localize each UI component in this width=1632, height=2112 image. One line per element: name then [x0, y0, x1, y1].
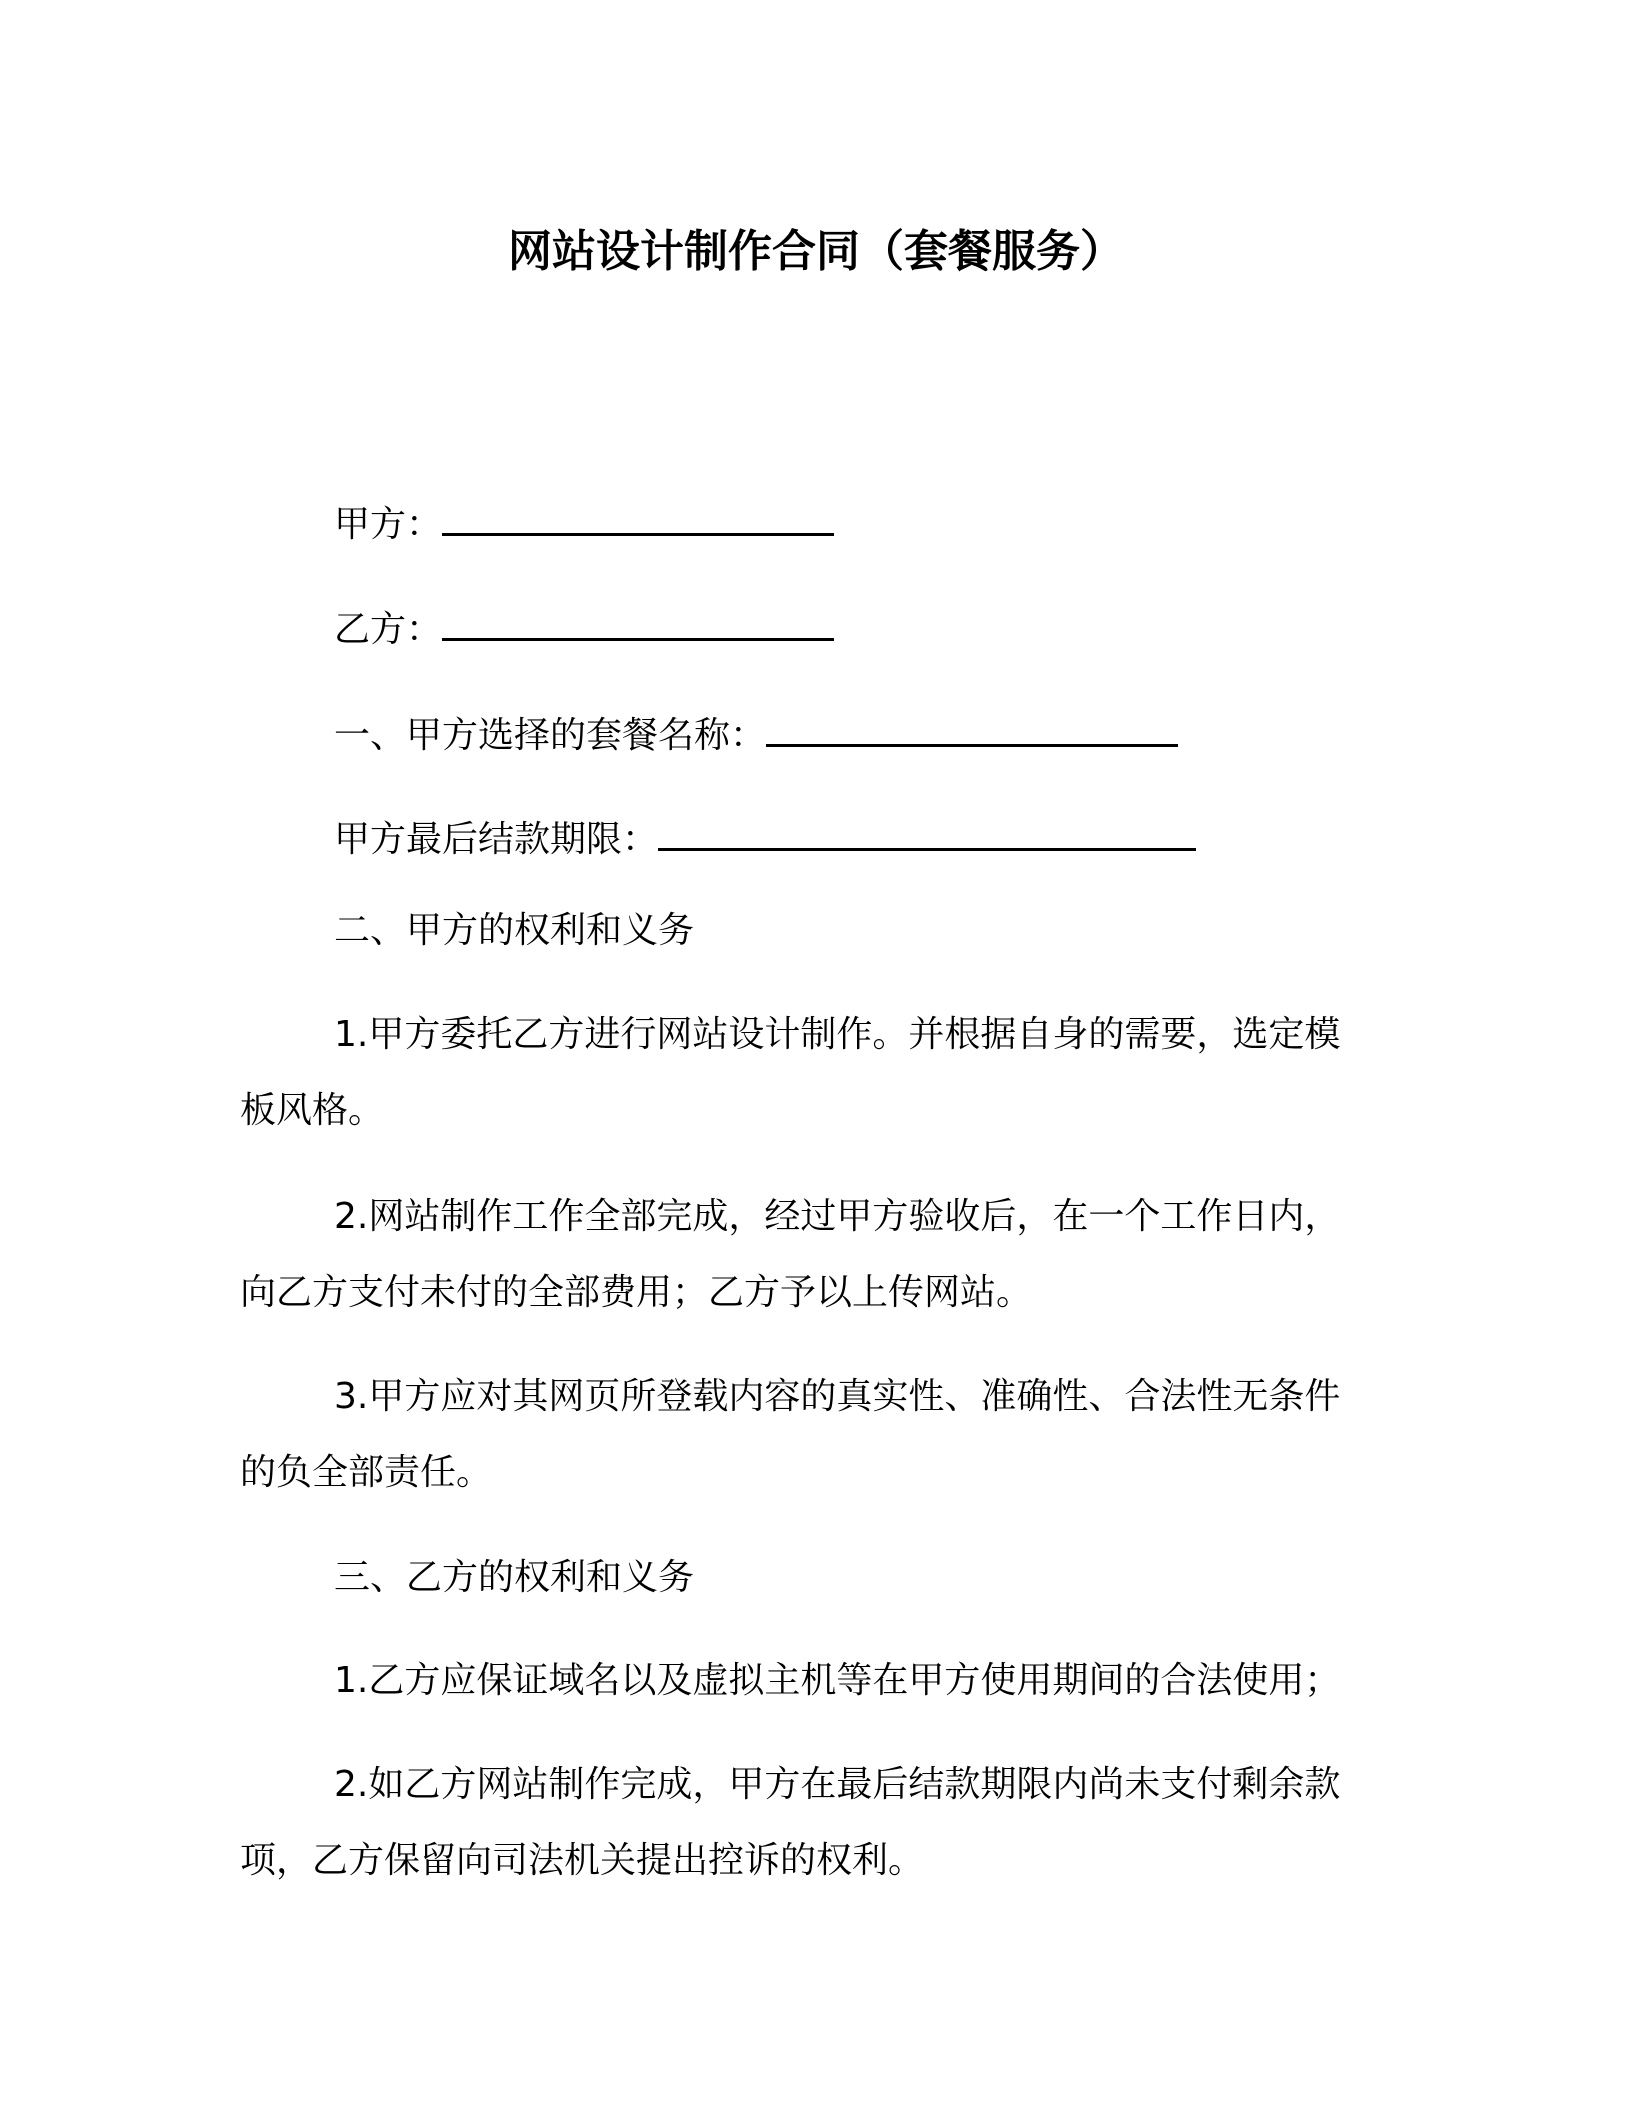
party-b-blank — [442, 602, 834, 641]
s3-item2-line2: 项，乙方保留向司法机关提出控诉的权利。 — [240, 1840, 925, 1881]
section3-heading: 三、乙方的权利和义务 — [334, 1557, 695, 1598]
s3-item2-line1: 2.如乙方网站制作完成，甲方在最后结款期限内尚未支付剩余款 — [334, 1764, 1341, 1805]
s2-item1-line1: 1.甲方委托乙方进行网站设计制作。并根据自身的需要，选定模 — [334, 1014, 1341, 1055]
s3-item1-line1: 1.乙方应保证域名以及虚拟主机等在甲方使用期间的合法使用； — [334, 1660, 1341, 1701]
section2-heading: 二、甲方的权利和义务 — [334, 910, 695, 951]
party-a-blank — [442, 497, 834, 536]
party-a-label: 甲方： — [334, 504, 443, 545]
payment-deadline-blank — [658, 812, 1196, 851]
payment-deadline-label: 甲方最后结款期限： — [334, 819, 659, 860]
package-name-line — [334, 708, 1178, 761]
document-title: 网站设计制作合同（套餐服务） — [508, 226, 1124, 277]
payment-deadline-line — [334, 812, 1196, 865]
party-b-line — [334, 602, 834, 655]
s2-item3-line2: 的负全部责任。 — [240, 1452, 493, 1493]
s2-item2-line1: 2.网站制作工作全部完成，经过甲方验收后，在一个工作日内， — [334, 1196, 1341, 1237]
s2-item2-line2: 向乙方支付未付的全部费用；乙方予以上传网站。 — [240, 1272, 1033, 1313]
party-b-label: 乙方： — [334, 609, 443, 650]
s2-item1-line2: 板风格。 — [240, 1090, 385, 1131]
package-name-blank — [766, 708, 1178, 747]
package-name-label: 一、甲方选择的套餐名称： — [334, 715, 767, 756]
s2-item3-line1: 3.甲方应对其网页所登载内容的真实性、准确性、合法性无条件 — [334, 1376, 1341, 1417]
party-a-line — [334, 497, 834, 550]
